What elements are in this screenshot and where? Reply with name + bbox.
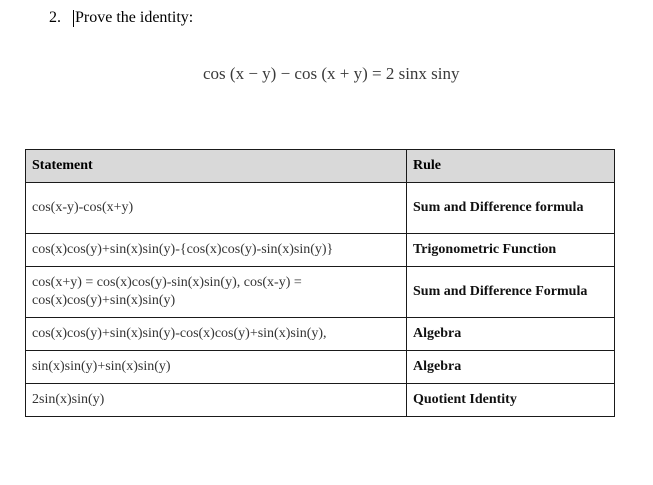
table-row xyxy=(26,318,615,351)
statement-cell[interactable]: 2sin(x)sin(y) xyxy=(26,384,407,417)
rule-cell[interactable]: Quotient Identity xyxy=(407,384,615,417)
equation-rhs: 2 sinx siny xyxy=(385,64,460,83)
table-row xyxy=(26,384,615,417)
identity-equation xyxy=(203,64,460,84)
statement-cell[interactable]: sin(x)sin(y)+sin(x)sin(y) xyxy=(26,351,407,384)
rule-cell[interactable]: Trigonometric Function xyxy=(407,234,615,267)
proof-table xyxy=(25,149,615,417)
problem-heading xyxy=(49,8,193,28)
rule-cell[interactable]: Sum and Difference formula xyxy=(407,183,615,234)
rule-cell[interactable]: Algebra xyxy=(407,351,615,384)
table-row xyxy=(26,183,615,234)
statement-cell[interactable]: cos(x)cos(y)+sin(x)sin(y)-{cos(x)cos(y)-sin(x)sin(y)} xyxy=(26,234,407,267)
problem-prompt: Prove the identity: xyxy=(75,9,194,26)
statement-cell[interactable]: cos(x+y) = cos(x)cos(y)-sin(x)sin(y), cos(x-y) = cos(x)cos(y)+sin(x)sin(y) xyxy=(26,267,407,318)
header-row xyxy=(26,150,615,183)
equation-equals: = xyxy=(371,64,382,83)
table-row xyxy=(26,351,615,384)
header-statement: Statement xyxy=(26,150,407,183)
statement-cell[interactable]: cos(x-y)-cos(x+y) xyxy=(26,183,407,234)
table-row xyxy=(26,234,615,267)
header-rule: Rule xyxy=(407,150,615,183)
problem-number: 2. xyxy=(49,9,61,26)
equation-lhs: cos (x − y) − cos (x + y) xyxy=(203,64,368,83)
rule-cell[interactable]: Sum and Difference Formula xyxy=(407,267,615,318)
text-cursor xyxy=(73,10,74,27)
rule-cell[interactable]: Algebra xyxy=(407,318,615,351)
statement-cell[interactable]: cos(x)cos(y)+sin(x)sin(y)-cos(x)cos(y)+sin(x)sin(y), xyxy=(26,318,407,351)
table-row xyxy=(26,267,615,318)
